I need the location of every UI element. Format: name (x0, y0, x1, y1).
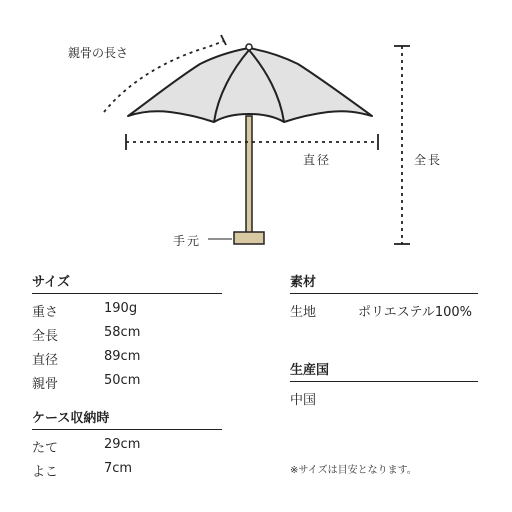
size-row-weight-label: 重さ (32, 305, 59, 320)
umbrella-canopy (128, 48, 372, 122)
origin-value: 中国 (290, 393, 317, 408)
umbrella-shaft (246, 116, 252, 234)
origin-section-rule (290, 381, 478, 382)
case-section-rule (32, 429, 222, 430)
handle-label: 手元 (173, 234, 202, 248)
case-row-width-label: よこ (32, 465, 59, 480)
case-row-height-label: たて (32, 441, 59, 456)
size-row-total-length-value: 58cm (104, 325, 141, 340)
material-section-title: 素材 (290, 275, 317, 290)
total-length-label: 全長 (414, 153, 443, 167)
material-row-fabric-value: ポリエステル100% (358, 305, 472, 320)
origin-section-title: 生産国 (290, 363, 330, 378)
size-row-diameter-value: 89cm (104, 349, 141, 364)
size-row-weight-value: 190g (104, 301, 138, 316)
diameter-label: 直径 (303, 153, 332, 167)
size-row-total-length-label: 全長 (32, 329, 59, 344)
size-row-diameter-label: 直径 (32, 353, 59, 368)
umbrella-tip (246, 44, 252, 50)
case-row-height-value: 29cm (104, 437, 141, 452)
rib-length-end-tick (221, 35, 226, 45)
size-disclaimer-note: ※サイズは目安となります。 (290, 465, 417, 476)
umbrella-handle (234, 232, 264, 244)
case-row-width-value: 7cm (104, 461, 133, 476)
rib-length-label: 親骨の長さ (68, 46, 129, 60)
size-section-title: サイズ (32, 275, 70, 290)
size-row-rib-value: 50cm (104, 373, 141, 388)
size-row-rib-label: 親骨 (32, 377, 59, 392)
size-section-rule (32, 293, 222, 294)
material-section-rule (290, 293, 478, 294)
case-section-title: ケース収納時 (32, 411, 110, 426)
material-row-fabric-label: 生地 (290, 305, 317, 320)
